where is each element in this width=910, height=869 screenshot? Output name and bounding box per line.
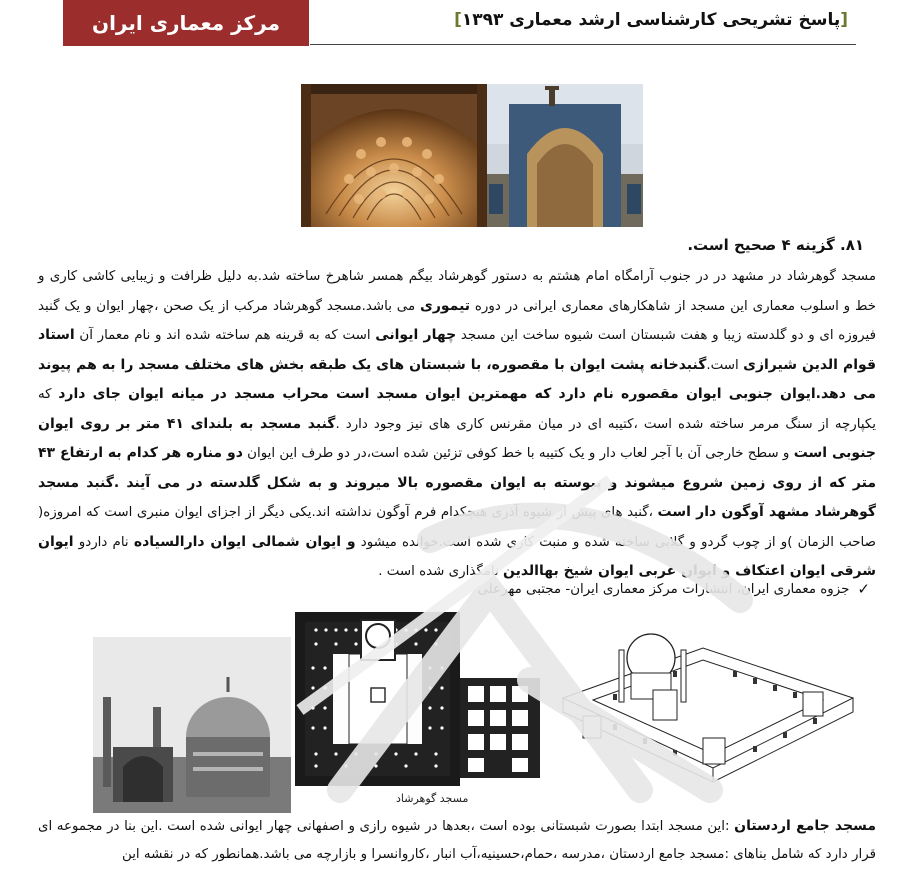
brand-label: مرکز معماری ایران	[63, 0, 309, 46]
ardestan-paragraph	[38, 812, 876, 869]
answer-run: است که به قرینه هم ساخته شده اند و نام معمار آن	[74, 328, 376, 343]
isometric-drawing	[553, 628, 858, 808]
answer-run: و سطح خارجی آن با آجر لعاب دار و یک کتیبه با خط کوفی تزئین شده است،در دو طرف این ایوان	[242, 446, 794, 461]
answer-run: می باشد.مسجد گوهرشاد مرکب از یک صحن ،چهار ایوان و یک گنبد فیروزه ای و دو گلدسته زیبا و هفت شبستان است شیوه ساخت این مسجد	[38, 298, 876, 343]
answer-run: چهار ایوانی	[375, 327, 457, 343]
title-bracket-close: ]	[454, 10, 462, 30]
source-reference	[477, 580, 870, 598]
goharshad-mosque-photo	[93, 637, 291, 813]
answer-run: ،گنبد های پیش از شیوه آذری هیچکدام فرم آوگون نداشته اند.یکی دیگر از اجزای ایوان منبری است که امروزه( صاحب الزمان )و از چوب گردو و گلابی ساخته شده و منبت کاری شده است.خوانده میشود	[38, 505, 876, 550]
answer-run: گنبدخانه پشت ایوان با مقصوره، با شبستان های یک طبقه بخش های مختلف مسجد را به هم پیوند می دهد.ایوان جنوبی ایوان مقصوره نام دارد که مهمترین ایوان مسجد است محراب مسجد در میانه ایوان جای دارد	[38, 356, 877, 402]
question-heading: ۸۱. گزینه ۴ صحیح است.	[687, 236, 864, 254]
floor-plan-drawing	[291, 608, 546, 790]
answer-paragraph	[38, 262, 876, 587]
title-bracket-open: [	[840, 10, 848, 30]
header-title-text: پاسخ تشریحی کارشناسی ارشد معماری ۱۳۹۳	[461, 10, 841, 30]
answer-run: و ایوان شمالی ایوان دارالسیاده	[133, 533, 356, 550]
muqarnas-vault-photo	[301, 84, 487, 227]
answer-run: دو مناره هر کدام به ارتفاع ۴۳ متر که از روی زمین شروع میشوند و پیوسته به ایوان مقصوره بالا میروند و به شکل گلدسته در می آیند .گنبد مسجد گوهرشاد مشهد آوگون دار است	[38, 445, 876, 520]
ardestan-run: :این مسجد ابتدا بصورت شبستانی بوده است ،بعدها در شیوه رازی و اصفهانی چهار ایوانی شده است .این بنا در مجموعه ای قرار دارد که شامل بناهای :مسجد جامع اردستان ،مدرسه ،حمام،حسینیه،آب انبار ،کاروانسرا و بازارچه می باشد.همانطور که در نقشه این	[38, 819, 876, 862]
source-text: جزوه معماری ایران، انتشارات مرکز معماری ایران- مجتبی مهرعلی	[477, 581, 850, 597]
ardestan-run: مسجد جامع اردستان	[734, 818, 876, 834]
page-header	[0, 0, 910, 48]
header-divider	[310, 44, 856, 45]
answer-run: نامگذاری شده است .	[378, 564, 503, 579]
iwan-photo	[487, 84, 643, 227]
answer-run: استاد قوام الدین شیرازی	[38, 327, 876, 373]
answer-run: است.	[706, 357, 744, 373]
answer-run: مسجد گوهرشاد در مشهد در در جنوب آرامگاه امام هشتم به دستور گوهرشاد بیگم همسر شاهرخ ساخته شد.به دلیل ظرافت و زیبایی کاشی کاری و خط و اسلوب معماری این مسجد از شاهکارهای معماری ایرانی در دوره	[38, 269, 876, 314]
check-icon: ✓	[857, 580, 870, 598]
answer-run: تیموری	[420, 297, 471, 314]
header-title	[454, 10, 848, 30]
answer-run: ایوان شرقی ایوان اعتکاف و ایوان غربی ایوان شیخ بهاالدین	[38, 533, 876, 579]
answer-run: که یکپارچه از سنگ مرمر ساخته شده است ،کتیبه ای در میان مقرنس کاری های نیز وجود دارد .	[38, 387, 876, 432]
answer-run: گنبد مسجد به بلندای ۴۱ متر بر روی ایوان جنوبی است	[38, 415, 877, 461]
answer-run: نام داردو	[73, 534, 134, 550]
plan-caption: مسجد گوهرشاد	[396, 792, 469, 805]
